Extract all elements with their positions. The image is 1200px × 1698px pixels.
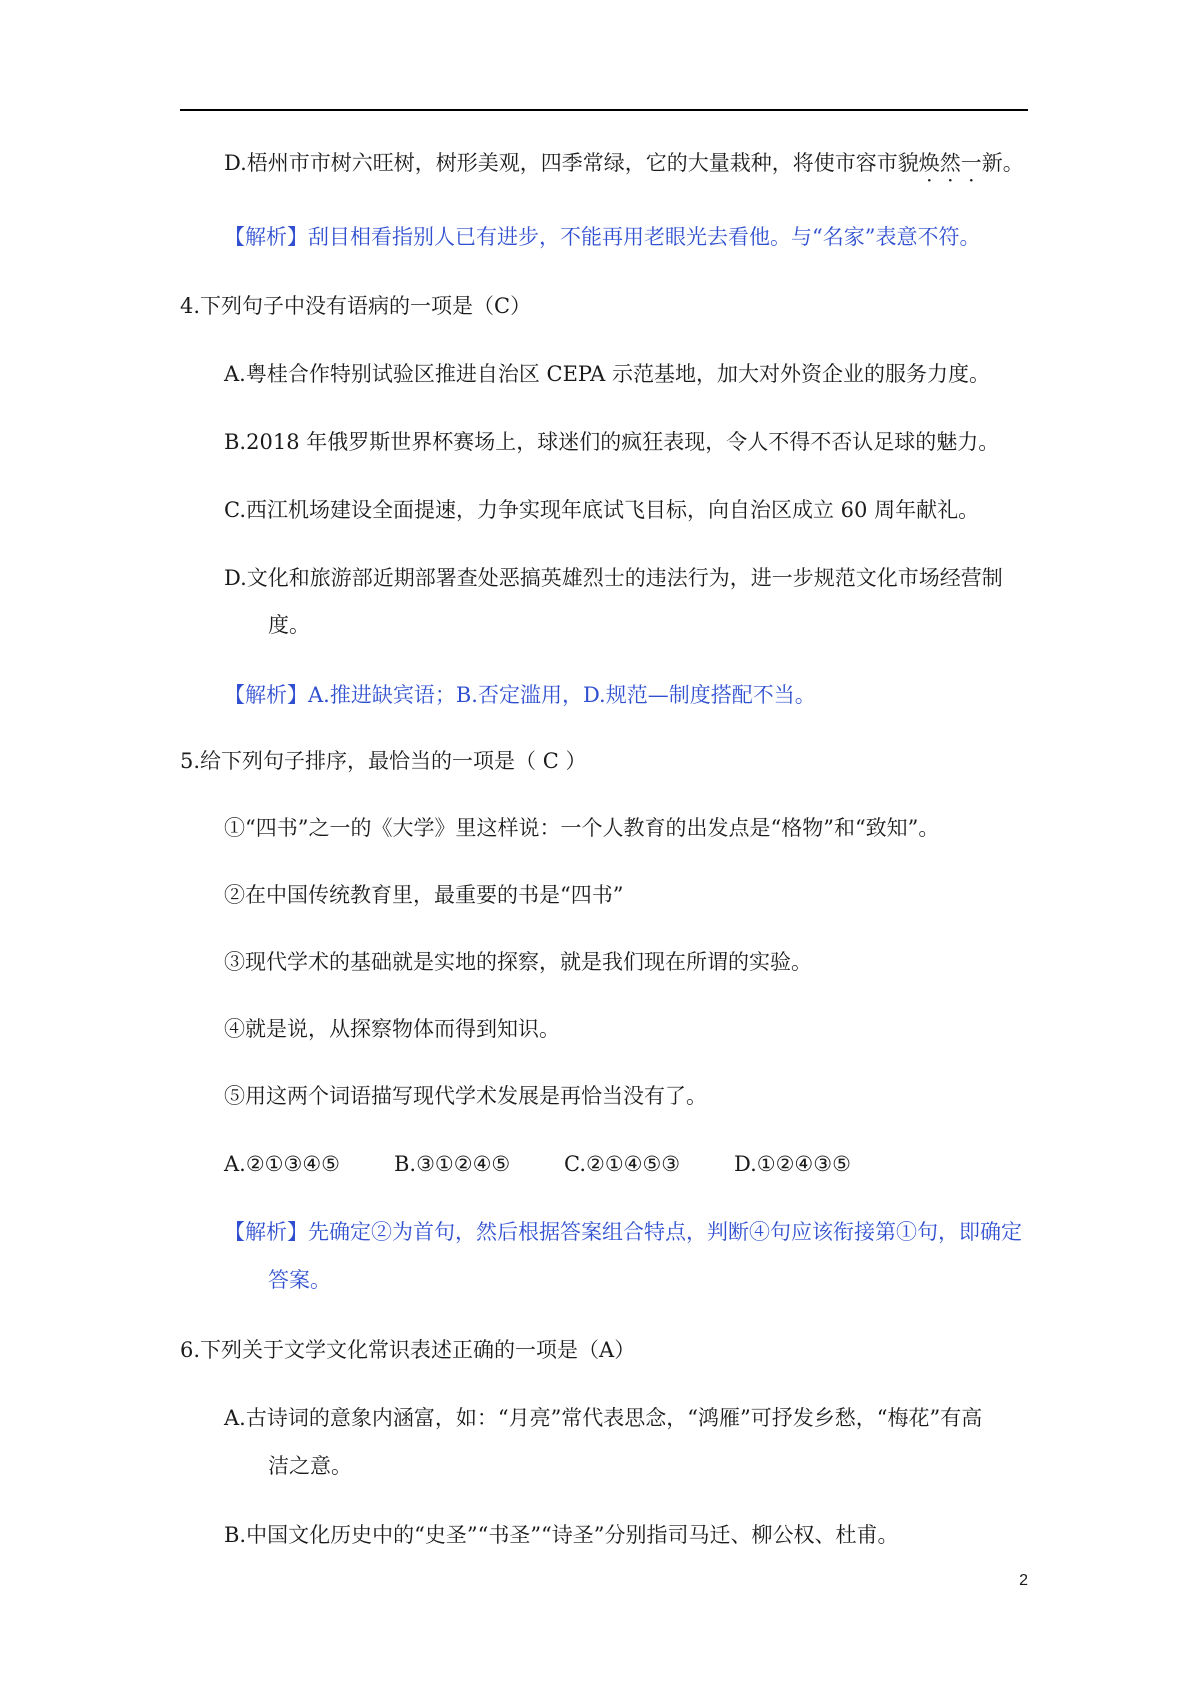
q4-analysis: 【解析】A.推进缺宾语；B.否定滥用，D.规范—制度搭配不当。 [224, 683, 816, 707]
q5-options [224, 1149, 904, 1179]
q6-option-a-cont: 洁之意。 [268, 1454, 352, 1478]
q3-option-d: D.梧州市市树六旺树，树形美观，四季常绿，它的大量栽种，将使市容市貌焕然一新。 [224, 151, 1024, 175]
q6-option-b: B.中国文化历史中的“史圣”“书圣”“诗圣”分别指司马迁、柳公权、杜甫。 [224, 1523, 899, 1547]
emphasis-dot-char: 焕 [918, 151, 940, 175]
q5-sentence-3: ③现代学术的基础就是实地的探察，就是我们现在所谓的实验。 [224, 950, 812, 974]
q5-option-b: B.③①②④⑤ [394, 1152, 511, 1176]
q5-option-a: A.②①③④⑤ [224, 1152, 340, 1176]
page-number: 2 [1019, 1572, 1028, 1589]
q5-option-d: D.①②④③⑤ [734, 1152, 851, 1176]
q5-sentence-5: ⑤用这两个词语描写现代学术发展是再恰当没有了。 [224, 1084, 707, 1108]
q5-option-c: C.②①④⑤③ [564, 1152, 681, 1176]
emphasis-dot-char: 一 [960, 151, 982, 175]
q5-sentence-4: ④就是说，从探察物体而得到知识。 [224, 1017, 560, 1041]
q4-option-d: D.文化和旅游部近期部署查处恶搞英雄烈士的违法行为，进一步规范文化市场经营制 [224, 566, 1003, 590]
q6-option-a: A.古诗词的意象内涵富，如：“月亮”常代表思念，“鸿雁”可抒发乡愁，“梅花”有高 [224, 1406, 983, 1430]
q5-analysis-cont: 答案。 [268, 1268, 331, 1292]
q6-stem: 6.下列关于文学文化常识表述正确的一项是（A） [180, 1338, 636, 1362]
q3-analysis: 【解析】刮目相看指别人已有进步，不能再用老眼光去看他。与“名家”表意不符。 [224, 225, 981, 249]
q5-stem: 5.给下列句子排序，最恰当的一项是（ C ） [180, 749, 587, 773]
emphasis-dot-char: 然 [939, 151, 961, 175]
q4-option-b: B.2018 年俄罗斯世界杯赛场上，球迷们的疯狂表现，令人不得不否认足球的魅力。 [224, 430, 1000, 454]
q5-analysis: 【解析】先确定②为首句，然后根据答案组合特点，判断④句应该衔接第①句，即确定 [224, 1220, 1022, 1244]
q5-sentence-1: ①“四书”之一的《大学》里这样说：一个人教育的出发点是“格物”和“致知”。 [224, 816, 940, 840]
header-rule [180, 109, 1028, 111]
q4-option-d-cont: 度。 [268, 613, 310, 637]
q5-sentence-2: ②在中国传统教育里，最重要的书是“四书” [224, 883, 624, 907]
q4-option-a: A.粤桂合作特别试验区推进自治区 CEPA 示范基地，加大对外资企业的服务力度。 [224, 362, 990, 386]
q4-option-c: C.西江机场建设全面提速，力争实现年底试飞目标，向自治区成立 60 周年献礼。 [224, 498, 980, 522]
q4-stem: 4.下列句子中没有语病的一项是（C） [180, 294, 532, 318]
